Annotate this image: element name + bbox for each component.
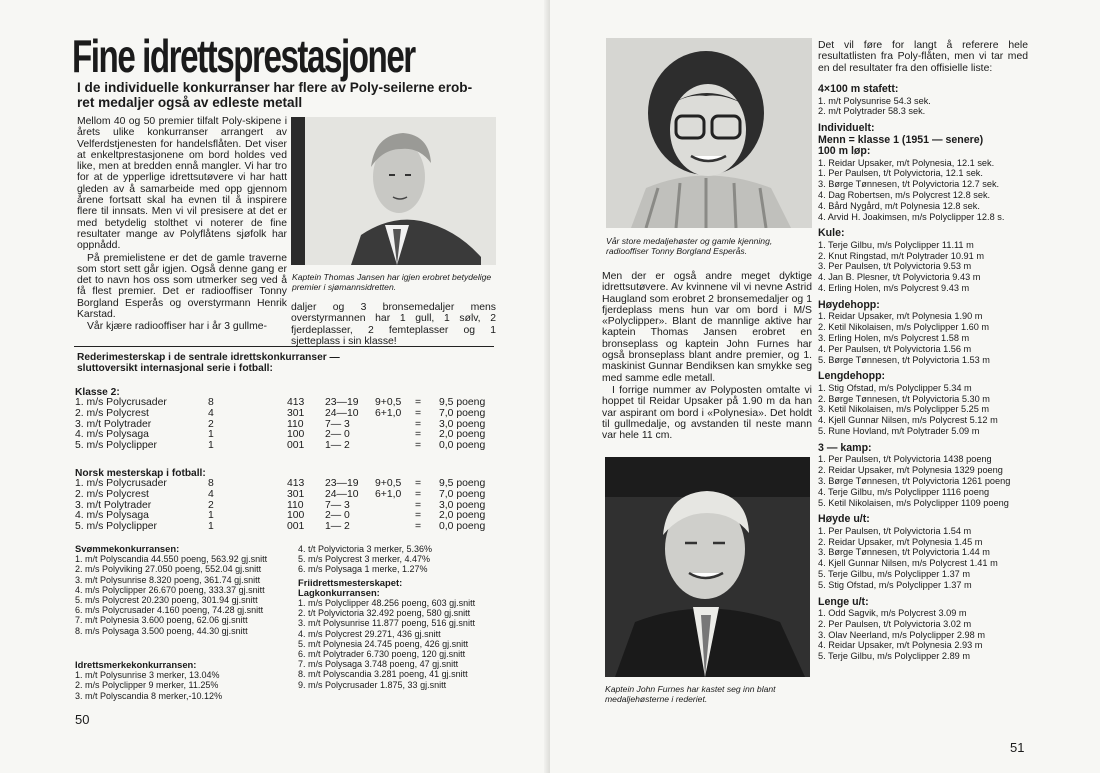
cell-pts: 6+1,0: [375, 407, 402, 419]
photo-thomas-jansen: [291, 117, 496, 265]
article-subtitle: [77, 80, 492, 110]
cell-p: 4: [208, 488, 214, 500]
result-row: 1. Reidar Upsaker, m/t Polynesia 1.90 m: [818, 311, 983, 322]
list-item: 1. m/t Polysunrise 3 merker, 13.04%: [75, 670, 220, 681]
intro-paragraph-1: Mellom 40 og 50 premier tilfalt Poly-skipene i årets ulike konkurranser arrangert av Velferdstjenesten for handelsflåten. Det viser at enkeltprestasjonene om bord holdes ved like, men at bredden ennå mangler. Vi har tro for at de ypperlige idrettsutøvere vi har hatt gleden av å samarbeide med opp gjennom årene fortsatt skal ha evnen til å inspirere flere til innsats. Men vi vil presisere at det er med betydelig stolthet vi noterer de fine resultater mange av Polyflåtens sjøfolk har oppnådd.: [77, 116, 287, 252]
cell-p: 1: [208, 510, 214, 522]
list-item: 3. m/t Polyscandia 8 merker,-10.12%: [75, 690, 223, 701]
cell-p: 4: [208, 407, 214, 419]
cell-name: 1. m/s Polycrusader: [75, 397, 167, 408]
list-item: 3. m/t Polysunrise 11.877 poeng, 516 gj.snitt: [298, 618, 475, 629]
results-intro: Det vil føre for langt å referere hele resultatlisten fra Poly-flåten, men vi tar med en del resultater fra den offisielle liste:: [818, 40, 1028, 74]
lag-rows: [298, 598, 498, 690]
cell-g: 301: [287, 407, 305, 419]
cell-res: 2,0 poeng: [439, 429, 486, 441]
cell-goals: 7— 3: [325, 418, 350, 430]
cell-p: 1: [208, 440, 214, 452]
result-group-heading: Kule:: [818, 227, 845, 240]
cell-eq: =: [415, 429, 422, 441]
result-row: 1. Per Paulsen, t/t Polyvictoria 1.54 m: [818, 525, 972, 536]
result-row: 3. Børge Tønnesen, t/t Polyvictoria 1261 poeng: [818, 475, 1011, 486]
result-row: 4. Bård Nygård, m/t Polynesia 12.8 sek.: [818, 200, 980, 211]
result-row: 5. Stig Ofstad, m/s Polyclipper 1.37 m: [818, 579, 972, 590]
svom-section: [75, 544, 290, 636]
cell-res: 2,0 poeng: [439, 510, 486, 522]
cell-goals: 24—10: [325, 407, 359, 419]
cell-res: 0,0 poeng: [439, 440, 486, 452]
cell-pts: 9+0,5: [375, 478, 402, 489]
rederi-heading-line-2: sluttoversikt internasjonal serie i fotball:: [77, 363, 273, 374]
result-row: 1. Per Paulsen, t/t Polyvictoria, 12.1 sek.: [818, 168, 983, 179]
middle-paragraph-2: I forrige nummer av Polyposten omtalte vi hoppet til Reidar Upsaker på 1.90 m da han var aspirant om bord i «Polynesia». Det holdt til gullmedalje, og avstanden til neste mann var hele 11 cm.: [602, 384, 812, 442]
list-item: 5. m/t Polynesia 24.745 poeng, 426 gj.snitt: [298, 638, 469, 649]
result-row: 1. Odd Sagvik, m/s Polycrest 3.09 m: [818, 608, 967, 619]
photo-tonny-esperas: [606, 38, 812, 228]
cell-p: 2: [208, 418, 214, 430]
cell-g: 413: [287, 397, 305, 408]
result-row: 4. Reidar Upsaker, m/t Polynesia 2.93 m: [818, 640, 983, 651]
result-row: 5. Terje Gilbu, m/s Polyclipper 2.89 m: [818, 651, 970, 662]
list-item: 5. m/s Polycrest 20.230 poeng, 301.94 gj.snitt: [75, 595, 258, 606]
result-row: 4. Erling Holen, m/s Polycrest 9.43 m: [818, 283, 970, 294]
cell-res: 3,0 poeng: [439, 418, 486, 430]
result-row: 1. Per Paulsen, t/t Polyvictoria 1438 poeng: [818, 454, 992, 465]
list-item: 6. m/s Polysaga 1 merke, 1.27%: [298, 564, 428, 575]
list-item: 1. m/t Polyscandia 44.550 poeng, 563.92 gj.snitt: [75, 554, 268, 565]
result-row: 1. Stig Ofstad, m/s Polyclipper 5.34 m: [818, 382, 972, 393]
section-divider: [74, 346, 494, 347]
result-row: 4. Per Paulsen, t/t Polyvictoria 1.56 m: [818, 343, 972, 354]
result-group-heading: 4×100 m stafett:: [818, 83, 899, 95]
cell-goals: 24—10: [325, 488, 359, 500]
result-subheading: Menn = klasse 1 (1951 — senere): [818, 133, 984, 146]
svom-rows: [75, 554, 290, 636]
result-row: 2. Reidar Upsaker, m/t Polynesia 1.45 m: [818, 536, 983, 547]
result-row: 1. m/t Polysunrise 54.3 sek.: [818, 95, 931, 106]
cell-g: 100: [287, 429, 305, 441]
result-group-heading: Lengdehopp:: [818, 370, 886, 383]
photo-john-furnes: [605, 457, 810, 677]
list-item: 7. m/s Polysaga 3.748 poeng, 47 gj.snitt: [298, 659, 459, 670]
cell-name: 1. m/s Polycrusader: [75, 478, 167, 489]
cell-p: 2: [208, 499, 214, 511]
intro-paragraph-2: På premielistene er det de gamle traverne som stort sett går igjen. Også denne gang er det to navn hos oss som utmerker seg ved å få flest premier. Det er radiooffiser Tonny Borgland Esperås og overstyrmann Henrik Karstad.: [77, 252, 287, 321]
left-page: [0, 0, 548, 773]
norsk-rows: [75, 479, 495, 533]
result-row: 4. Terje Gilbu, m/s Polyclipper 1116 poeng: [818, 486, 990, 497]
table-row: [75, 522, 495, 533]
cell-goals: 2— 0: [325, 429, 350, 441]
rederi-heading: [77, 352, 497, 374]
cell-eq: =: [415, 397, 422, 408]
cell-res: 9,5 poeng: [439, 478, 486, 489]
result-row: 5. Terje Gilbu, m/s Polyclipper 1.37 m: [818, 569, 970, 579]
result-row: 2. Per Paulsen, t/t Polyvictoria 3.02 m: [818, 618, 972, 629]
result-row: 4. Dag Robertsen, m/s Polycrest 12.8 sek.: [818, 189, 991, 200]
friidrett-heading: Friidrettsmesterskapet:: [298, 576, 403, 588]
idretts-cont-rows: [298, 544, 498, 575]
idretts-heading: Idrettsmerkekonkurransen:: [75, 659, 197, 670]
continued-text: daljer og 3 bronsemedaljer mens overstyrmannen har 1 gull, 1 sølv, 2 fjerdeplasser, 2 femteplasser og 1 sjetteplass i sin klasse!: [291, 302, 496, 347]
cell-name: 4. m/s Polysaga: [75, 429, 149, 441]
cell-goals: 7— 3: [325, 499, 350, 511]
cell-eq: =: [415, 499, 422, 511]
list-item: 8. m/t Polyscandia 3.281 poeng, 41 gj.snitt: [298, 669, 468, 680]
result-row: 3. Per Paulsen, t/t Polyvictoria 9.53 m: [818, 261, 972, 272]
page-number-left: 50: [75, 712, 90, 727]
result-row: 3. Børge Tønnesen, t/t Polyvictoria 1.44 m: [818, 547, 990, 558]
list-item: 2. m/s Polyviking 27.050 poeng, 552.04 gj.snitt: [75, 564, 262, 575]
cell-g: 100: [287, 510, 305, 522]
cell-eq: =: [415, 510, 422, 522]
cell-g: 001: [287, 440, 305, 452]
lag-heading: Lagkonkurransen:: [298, 586, 380, 598]
idretts-section: [75, 660, 290, 701]
rederi-heading-line-1: Rederimesterskap i de sentrale idrettskonkurranser —: [77, 352, 340, 363]
cell-p: 8: [208, 397, 214, 408]
cell-name: 2. m/s Polycrest: [75, 488, 149, 500]
middle-article-text: [602, 271, 812, 441]
table-row: [75, 490, 495, 501]
article-title: Fine idrettsprestasjoner: [72, 30, 415, 82]
result-row: 1. Terje Gilbu, m/s Polyclipper 11.11 m: [818, 239, 974, 250]
cell-g: 110: [287, 418, 304, 430]
result-group-heading: Lenge u/t:: [818, 595, 869, 608]
list-item: 9. m/s Polycrusader 1.875, 33 gj.snitt: [298, 679, 447, 690]
cell-goals: 1— 2: [325, 521, 350, 533]
cell-g: 413: [287, 478, 305, 489]
result-row: 2. Ketil Nikolaisen, m/s Polyclipper 1.60 m: [818, 322, 990, 333]
result-row: 4. Kjell Gunnar Nilsen, m/s Polycrest 1.41 m: [818, 558, 998, 569]
list-item: 6. m/t Polytrader 6.730 poeng, 120 gj.snitt: [298, 649, 466, 660]
portrait-man2-svg: [605, 457, 810, 677]
cell-g: 301: [287, 488, 305, 500]
idretts-rows: [75, 670, 290, 701]
klasse-heading: Klasse 2:: [75, 387, 120, 398]
cell-res: 9,5 poeng: [439, 397, 486, 408]
page-number-right: 51: [1010, 740, 1025, 755]
photo-caption-john-furnes: Kaptein John Furnes har kastet seg inn blant medaljehøsterne i rederiet.: [605, 684, 776, 704]
intro-column: [77, 116, 287, 333]
cell-name: 5. m/s Polyclipper: [75, 440, 157, 452]
cell-eq: =: [415, 418, 422, 430]
list-item: 3. m/t Polysunrise 8.320 poeng, 361.74 gj.snitt: [75, 574, 261, 585]
cell-name: 5. m/s Polyclipper: [75, 521, 157, 533]
cell-p: 1: [208, 429, 214, 441]
cell-eq: =: [415, 521, 422, 533]
result-row: 5. Børge Tønnesen, t/t Polyvictoria 1.53 m: [818, 354, 990, 365]
intro-paragraph-3: Vår kjære radiooffiser har i år 3 gullme-: [87, 321, 267, 333]
list-item: 5. m/s Polycrest 3 merker, 4.47%: [298, 554, 431, 565]
result-row: 5. Ketil Nikolaisen, m/s Polyclipper 1109 poeng: [818, 497, 1009, 508]
cell-res: 0,0 poeng: [439, 521, 486, 533]
svom-heading: Svømmekonkurransen:: [75, 543, 180, 554]
list-item: 4. m/s Polyclipper 26.670 poeng, 333.37 gj.snitt: [75, 584, 265, 595]
list-item: 2. m/s Polyclipper 9 merker, 11.25%: [75, 680, 219, 691]
result-group-heading: Høydehopp:: [818, 298, 880, 311]
table-row: [75, 409, 495, 420]
result-row: 4. Kjell Gunnar Nilsen, m/s Polycrest 5.12 m: [818, 415, 998, 426]
cell-g: 110: [287, 499, 304, 511]
cell-goals: 1— 2: [325, 440, 350, 452]
result-row: 3. Erling Holen, m/s Polycrest 1.58 m: [818, 332, 970, 343]
list-item: 1. m/s Polyclipper 48.256 poeng, 603 gj.snitt: [298, 598, 476, 609]
klasse-table: [75, 387, 495, 452]
cell-res: 7,0 poeng: [439, 407, 486, 419]
cell-res: 7,0 poeng: [439, 488, 486, 500]
photo-caption-tonny-esperas: Vår store medaljehøster og gamle kjenning, radiooffiser Tonny Borgland Esperås.: [606, 236, 773, 256]
list-item: 7. m/t Polynesia 3.600 poeng, 62.06 gj.snitt: [75, 615, 248, 626]
norsk-heading: Norsk mesterskap i fotball:: [75, 468, 206, 479]
right-page: [550, 0, 1100, 773]
cell-name: 2. m/s Polycrest: [75, 407, 149, 419]
result-group-heading: 3 — kamp:: [818, 441, 872, 454]
list-item: 4. m/s Polycrest 29.271, 436 gj.snitt: [298, 628, 441, 639]
results-column: [818, 78, 1033, 662]
portrait-woman-svg: [606, 38, 812, 228]
portrait-man-svg: [291, 117, 496, 265]
subtitle-line-2: ret medaljer også av edleste metall: [77, 95, 303, 110]
result-row: 3. Børge Tønnesen, t/t Polyvictoria 12.7 sek.: [818, 179, 1000, 190]
result-row: 2. Knut Ringstad, m/t Polytrader 10.91 m: [818, 250, 984, 261]
middle-paragraph-1: Men der er også andre meget dyktige idrettsutøvere. Av kvinnene vil vi nevne Astrid Haugland som erobret 2 bronsemedaljer og 1 fjerdeplass mens hun var om bord i M/S «Polyclipper». Blant de mannlige aktive har kaptein Thomas Jansen erobret en bronseplass og kaptein John Furnes har også bronseplass blant andre premier, og 1. maskinist Gunnar Bendiksen kan smykke seg med samme edle metall.: [602, 271, 812, 384]
cell-goals: 2— 0: [325, 510, 350, 522]
idretts-continued: [298, 544, 498, 690]
cell-pts: 9+0,5: [375, 397, 402, 408]
list-item: 8. m/s Polysaga 3.500 poeng, 44.30 gj.snitt: [75, 625, 248, 636]
cell-eq: =: [415, 440, 422, 452]
result-row: 2. m/t Polytrader 58.3 sek.: [818, 106, 926, 117]
result-row: 4. Jan B. Plesner, t/t Polyvictoria 9.43 m: [818, 272, 981, 283]
cell-name: 3. m/t Polytrader: [75, 499, 152, 511]
result-row: 5. Rune Hovland, m/t Polytrader 5.09 m: [818, 426, 980, 437]
cell-pts: 6+1,0: [375, 488, 402, 500]
result-row: 2. Børge Tønnesen, t/t Polyvictoria 5.30 m: [818, 393, 990, 404]
result-row: 1. Reidar Upsaker, m/t Polynesia, 12.1 sek.: [818, 157, 995, 168]
cell-eq: =: [415, 407, 422, 419]
subtitle-line-1: I de individuelle konkurranser har flere av Poly-seilerne erob-: [77, 80, 473, 95]
list-item: 4. t/t Polyvictoria 3 merker, 5.36%: [298, 544, 433, 554]
cell-name: 4. m/s Polysaga: [75, 510, 149, 522]
result-row: 3. Ketil Nikolaisen, m/s Polyclipper 5.25 m: [818, 404, 990, 415]
norsk-table: [75, 468, 495, 533]
result-row: 3. Olav Neerland, m/s Polyclipper 2.98 m: [818, 629, 985, 640]
cell-name: 3. m/t Polytrader: [75, 418, 152, 430]
result-subheading-2: 100 m løp:: [818, 145, 871, 158]
cell-eq: =: [415, 478, 422, 489]
cell-eq: =: [415, 488, 422, 500]
result-group-heading: Høyde u/t:: [818, 513, 870, 526]
result-group-heading: Individuelt:: [818, 122, 875, 135]
list-item: 2. t/t Polyvictoria 32.492 poeng, 580 gj.snitt: [298, 608, 471, 619]
result-row: 4. Arvid H. Joakimsen, m/s Polyclipper 12.8 s.: [818, 211, 1005, 222]
cell-goals: 23—19: [325, 397, 359, 408]
table-row: [75, 441, 495, 452]
cell-res: 3,0 poeng: [439, 499, 486, 511]
cell-g: 001: [287, 521, 305, 533]
photo-caption-thomas-jansen: Kaptein Thomas Jansen har igjen erobret betydelige premier i sjømannsidretten.: [292, 272, 492, 292]
cell-p: 1: [208, 521, 214, 533]
klasse-rows: [75, 398, 495, 452]
result-row: 2. Reidar Upsaker, m/t Polynesia 1329 poeng: [818, 465, 1003, 476]
list-item: 6. m/s Polycrusader 4.160 poeng, 74.28 gj.snitt: [75, 605, 264, 616]
cell-p: 8: [208, 478, 214, 489]
cell-goals: 23—19: [325, 478, 359, 489]
